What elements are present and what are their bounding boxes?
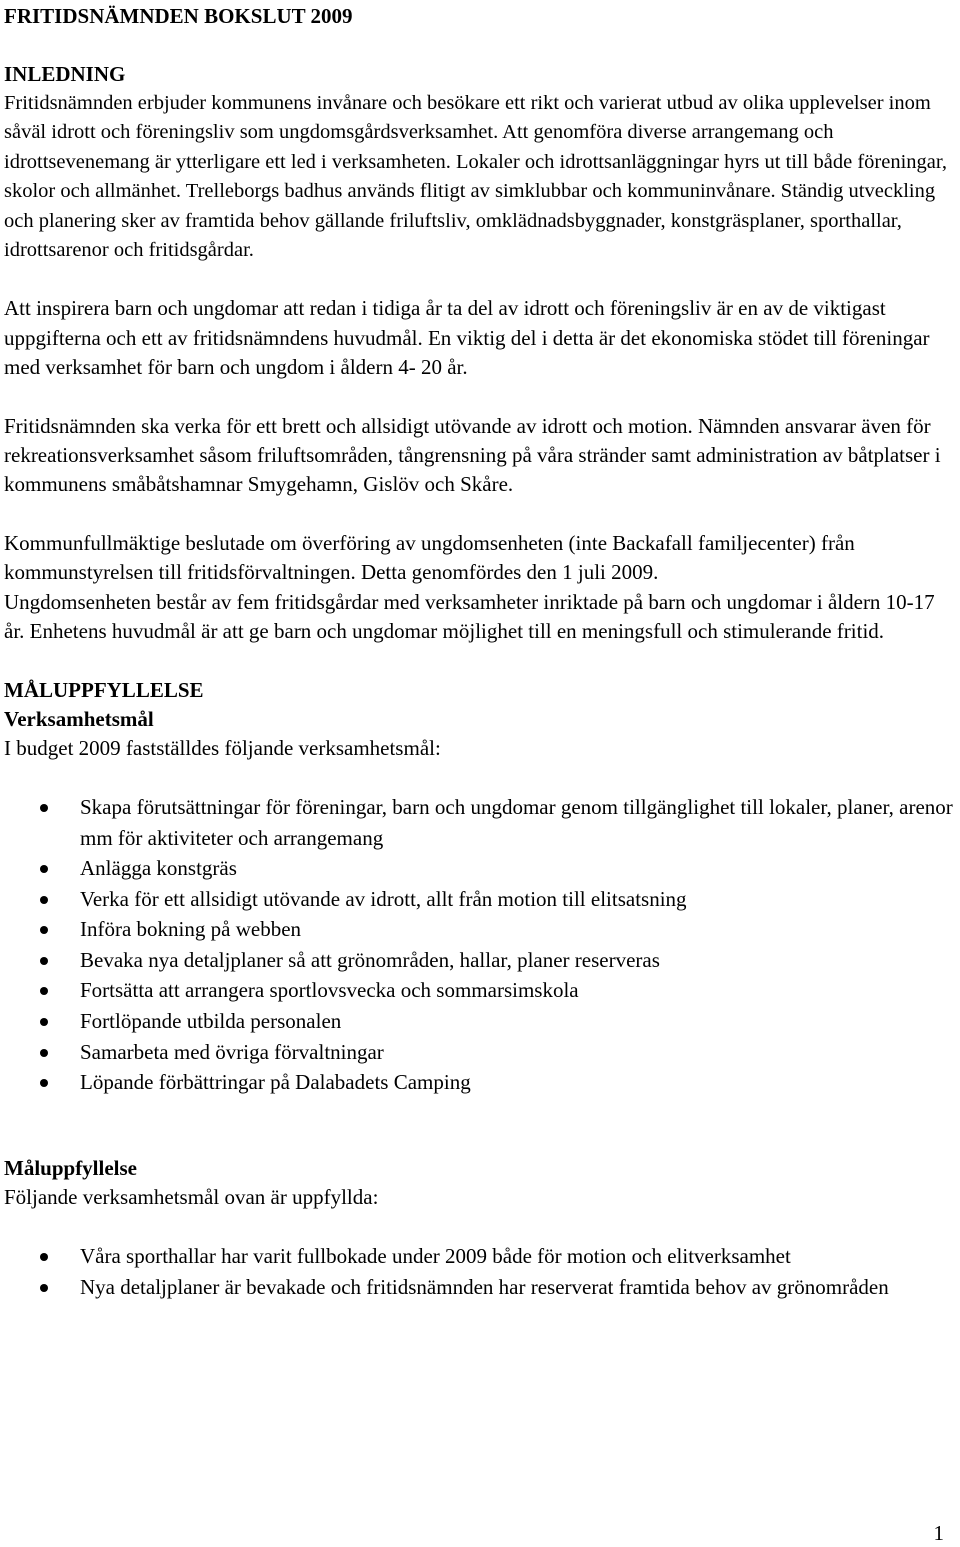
list-item-text: Införa bokning på webben [80, 917, 302, 942]
list-item [4, 1006, 954, 1037]
spacer [4, 763, 954, 792]
list-item-text: Löpande förbättringar på Dalabadets Camping [80, 1070, 471, 1095]
bullet-icon [40, 804, 48, 812]
spacer [4, 383, 954, 412]
subheading-verksamhetsmal: Verksamhetsmål [4, 706, 154, 731]
inledning-paragraph-1: Fritidsnämnden erbjuder kommunens invånare och besökare ett rikt och varierat utbud av olika upplevelser inom såväl idrott och föreningsliv som ungdomsgårdsverksamhet. Att genomföra diverse arrangemang och idrottsevenemang är ytterligare ett led i verksamheten. Lokaler och idrottsanläggningar hyrs ut till både föreningar, skolor och allmänhet. Trelleborgs badhus används flitigt av simklubbar och kommuninvånare. Ständig utveckling och planering sker av framtida behov gällande friluftsliv, omklädnadsbyggnader, konstgräsplaner, sporthallar, idrottsarenor och fritidsgårdar. [4, 92, 947, 262]
document-title: FRITIDSNÄMNDEN BOKSLUT 2009 [4, 4, 353, 28]
fulfilled-goals-list [4, 1241, 954, 1302]
spacer [4, 647, 954, 676]
section-heading-maluppfyllelse: MÅLUPPFYLLELSE [4, 677, 204, 702]
subheading-maluppfyllelse: Måluppfyllelse [4, 1155, 138, 1180]
bullet-icon [40, 1079, 48, 1087]
bullet-icon [40, 1018, 48, 1026]
spacer [4, 31, 954, 60]
list-item-text: Fortsätta att arrangera sportlovsvecka och sommarsimskola [80, 978, 579, 1003]
goals-intro: I budget 2009 fastställdes följande verksamhetsmål: [4, 735, 441, 760]
list-item-text: Bevaka nya detaljplaner så att grönområden, hallar, planer reserveras [80, 947, 660, 972]
list-item-text: Nya detaljplaner är bevakade och fritidsnämnden har reserverat framtida behov av grönområden [80, 1274, 889, 1299]
inledning-paragraph-3: Fritidsnämnden ska verka för ett brett och allsidigt utövande av idrott och motion. Nämnden ansvarar även för rekreationsverksamhet såsom friluftsområden, tångrensning på våra stränder samt administration av båtplatser i kommunens småbåtshamnar Smygehamn, Gislöv och Skåre. [4, 413, 941, 497]
list-item [4, 853, 954, 884]
list-item [4, 1272, 954, 1303]
list-item [4, 914, 954, 945]
goals-list [4, 792, 954, 1098]
bullet-icon [40, 957, 48, 965]
list-item-text: Anlägga konstgräs [80, 856, 237, 881]
inledning-paragraph-5: Ungdomsenheten består av fem fritidsgårdar med verksamheter inriktade på barn och ungdomar i åldern 10-17 år. Enhetens huvudmål är att ge barn och ungdomar möjlighet till en meningsfull och stimulerande fritid. [4, 589, 935, 644]
spacer [4, 1127, 954, 1154]
spacer [4, 265, 954, 294]
list-item [4, 975, 954, 1006]
list-item [4, 1067, 954, 1098]
spacer [4, 500, 954, 529]
fulfilment-intro: Följande verksamhetsmål ovan är uppfyllda: [4, 1184, 379, 1209]
bullet-icon [40, 1253, 48, 1261]
bullet-icon [40, 1049, 48, 1057]
list-item-text: Skapa förutsättningar för föreningar, barn och ungdomar genom tillgänglighet till lokaler, planer, arenor mm för aktiviteter och arrangemang [80, 794, 953, 850]
list-item-text: Verka för ett allsidigt utövande av idrott, allt från motion till elitsatsning [80, 886, 687, 911]
list-item [4, 945, 954, 976]
list-item [4, 884, 954, 915]
list-item [4, 1241, 954, 1272]
bullet-icon [40, 1284, 48, 1292]
bullet-icon [40, 896, 48, 904]
list-item-text: Samarbeta med övriga förvaltningar [80, 1039, 384, 1064]
document-page [4, 0, 954, 1302]
page-number: 1 [933, 1521, 944, 1545]
section-heading-inledning: INLEDNING [4, 62, 126, 86]
inledning-paragraph-2: Att inspirera barn och ungdomar att redan i tidiga år ta del av idrott och föreningsliv är en av de viktigast uppgifterna och ett av fritidsnämndens huvudmål. En viktig del i detta är det ekonomiska stödet till föreningar med verksamhet för barn och ungdom i åldern 4- 20 år. [4, 296, 930, 380]
list-item [4, 792, 954, 853]
list-item [4, 1037, 954, 1068]
list-item-text: Våra sporthallar har varit fullbokade under 2009 både för motion och elitverksamhet [80, 1244, 791, 1269]
bullet-icon [40, 926, 48, 934]
spacer [4, 1098, 954, 1127]
spacer [4, 1212, 954, 1241]
list-item-text: Fortlöpande utbilda personalen [80, 1009, 342, 1034]
inledning-paragraph-4: Kommunfullmäktige beslutade om överföring av ungdomsenheten (inte Backafall familjecenter) från kommunstyrelsen till fritidsförvaltningen. Detta genomfördes den 1 juli 2009. [4, 530, 855, 585]
bullet-icon [40, 987, 48, 995]
bullet-icon [40, 865, 48, 873]
